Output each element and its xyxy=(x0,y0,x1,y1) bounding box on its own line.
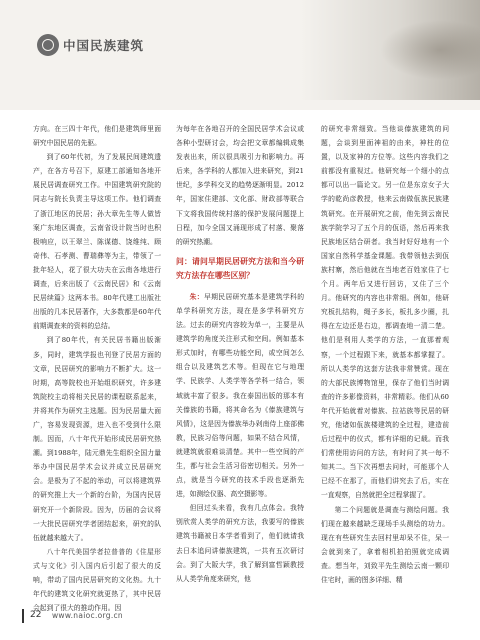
paragraph: 第二个问题就是调查与测绘问题。我们现在越来越缺乏现场手头测绘的功力。现在有些研究生去回村里却呆不住，呆一会就到来了，拿着相机拍拍照就完成调查。想当年，刘致平先生测绘云南一颗印住宅时，画的图多详细、精 xyxy=(321,505,449,584)
header-banner xyxy=(0,0,480,110)
paragraph: 方向。在三四十年代，他们是建筑师里面研究中国民居的先驱。 xyxy=(33,125,161,148)
column-2 xyxy=(176,122,304,604)
column-1 xyxy=(33,122,161,613)
answer-speaker: 朱： xyxy=(189,292,204,301)
article-body xyxy=(33,122,449,613)
website-url: www.naioc.org.cn xyxy=(52,611,123,620)
ink-wash-decoration-2 xyxy=(380,20,480,80)
answer-paragraph xyxy=(176,290,304,501)
footer-divider xyxy=(22,609,24,623)
paragraph: 的研究非常细致。当他谈傣族建筑的问题，会谈到里面神祖的由来，神柱的位置，以及家神的方位等。这些内容我们之前都没有重视过。他研究每一个细小的点都可以出一篇论文。另一位是东京女子大学的乾尚彦教授，他来云南做佤族民族建筑研究。在开展研究之前，他先到云南民族学院学习了五个月的佤语，然后再来我民族地区结合研者。我当时好好地有一个国家自然科学基金课题。我带领他去到佤族村寨，然后他就在当地老百姓家住了七个月。两年后又进行回访，又住了三个月。他研究的内容也非常细。例如，他研究板扎结构，绳子多长，板扎多少圈，扎得在左边还是右边，都调查地一清二楚。他们是利用人类学的方法，一直那着观察，一个过程跟下来，就基本都掌握了。所以人类学的这套方法我非常赞赏。现在的大部民族博物馆里，保存了他们当时调查的许多影像资料，非常精彩。他们从60年代开始就着对傣族、拉祜族等民居的研究，他诸如佤族楼建筑的全过程，建造前后过程中的仪式，都有详细的记载。而我们常使用访问的方法，有时问了其一每不知其二。当下次再想去问时，可能那个人已经不在那了，而他们讲究去了后，实在一直观察，自然就把全过程掌握了。 xyxy=(321,125,449,500)
paragraph: 八十年代美国学者拉普普的《住屋形式与文化》引入国内后引起了很大的反响，带动了国内民居研究的文化热。九十年代的建筑文化研究就更热了，其中民居会起到了很大的推动作用。因 xyxy=(33,547,161,613)
paragraph: 到了80年代，有关民居书籍出版渐多，同时，建筑学报也刊登了民居方面的文章，民居研究的影响力不断扩大。这一时期，高等院校也开始组织研究，许多建筑院校主动将相关民居的课程联系起来，并将其作为研究主选题。因为民居量大面广，容易发现资源，进入也不受到什么限制。因而，八十年代开始形成民居研究热潮。到1988年，陆元鼎先生组织全国力量举办中国民居学术会议并成立民居研究会。是极为了不起的举动，可以将建筑界的研究推上大一个新的台阶，为国内民居研究开一个新阶段。因为，历届的会议将一大批民居研究学者团结起来，研究的队伍就越来越大了。 xyxy=(33,336,161,542)
paragraph: 为每年在各地召开的全国民居学术会议或各种小型研讨会，均会把文章都编辑成集发表出来，所以很具吸引力和影响力。再后来，各学科的人都加入进来研究，到21世纪，多学科交叉的趋势逐渐明显。2012年，国家住建部、文化部、财政部等联合下文将我国传统村落的保护发展问题提上日程，加今全国又涌现形成了村落、聚落的研究热潮。 xyxy=(176,125,304,246)
magazine-title: 中国民族建筑 xyxy=(63,38,145,53)
paragraph: 到了60年代初，为了发展民间建筑遗产，在各方号召下，原建工部通知各地开展民居调查研究工作。中国建筑研究院的同志与院长负责主导这项工作。他们调查了浙江地区的民居；孙大章先生等人做皆案广东地区调查，云南省设计院当时也积极响应，以王翠兰、陈谋德、饶维纯、顾奇伟、石孝测、曹瑞彝等为主，带领了一批年轻人，花了很大功夫在云南各地进行调查，后来出版了《云南民居》和《云南民居续篇》这两本书。80年代建工出版社出版的几本民居著作，大多数都是60年代前期调查来的资料的总结。 xyxy=(33,153,161,331)
interview-question: 问：请问早期民居研究方法和当今研究方法存在哪些区别？ xyxy=(176,256,304,281)
answer-text: 早期民居研究基本是建筑学科的单学科研究方法，现在是多学科研究方法。过去的研究内容较为单一，主要是从建筑学的角度关注形式和空间。例如基本形式加时，有哪些功能空间，或空间怎么组合以及建筑艺术等。但现在它与地理学、民族学、人类学等各学科一结合，领域就丰富了很多。我在泰国出版的那本有关傣族的书籍，将其命名为《傣族建筑与风情》，这是因为傣族举办剁南侍上座部佛教，民族习俗等问题，如果不结合风情，就建筑就很难谈清楚。其中一些空间的产生，都与社会生活习俗密切相关。另外一点，就是当今研究的技术手段也逐渐先进，如测绘仪器、高空摄影等。 xyxy=(176,292,305,499)
column-3 xyxy=(321,122,449,604)
paragraph: 但回过头来看，我有几点体会。我特别欣赏人类学的研究方法，我要写的傣族建筑书籍被日本学者看到了，他们就请我去日本追问讲傣族建筑，一共有五次研讨会。到了大阪大学，我了解到富哲颖教授从人类学角度来研究，他 xyxy=(176,504,304,583)
magazine-logo-icon xyxy=(37,34,59,56)
page-number: 22 xyxy=(30,610,42,620)
